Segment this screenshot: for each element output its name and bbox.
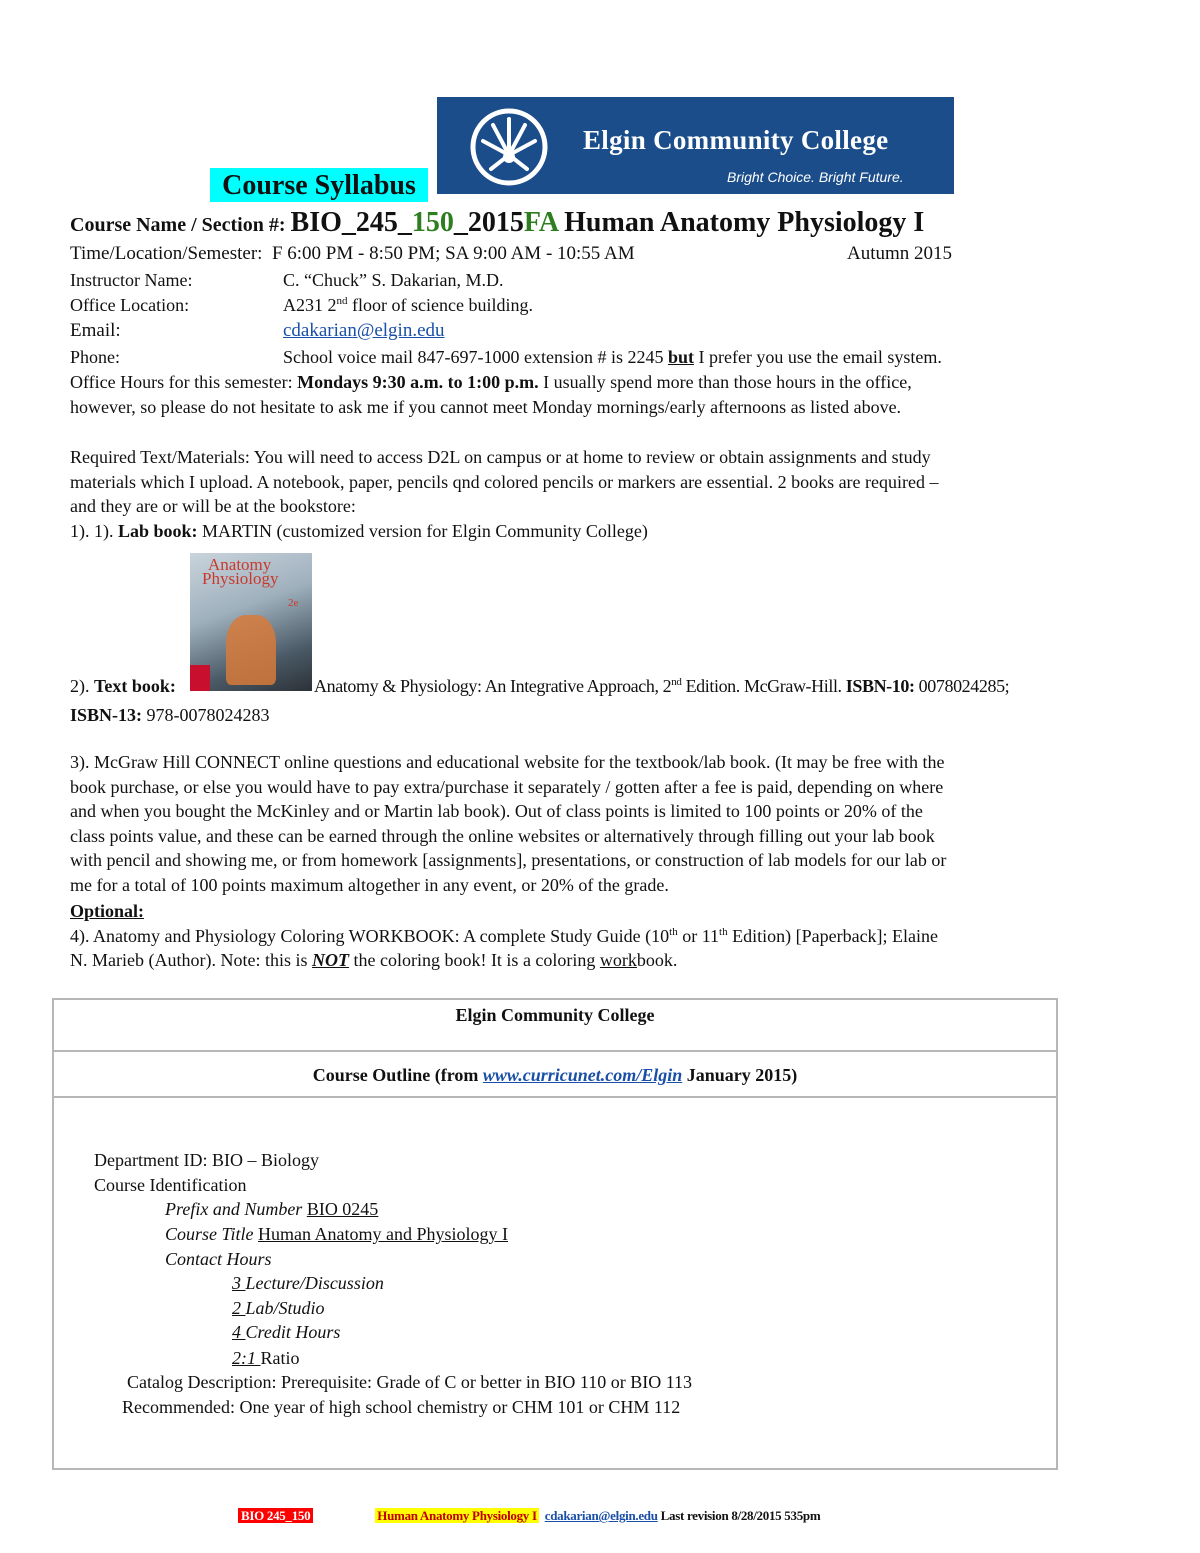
time-value: F 6:00 PM - 8:50 PM; SA 9:00 AM - 10:55 AM — [271, 243, 635, 264]
footer-course-title: Human Anatomy Physiology I — [377, 1508, 537, 1523]
logo-college-name: Elgin Community College — [583, 125, 889, 155]
phone-value: School voice mail 847-697-1000 extension # is 2245 but I prefer you use the email system. — [283, 347, 942, 367]
syllabus-label: Course Syllabus — [210, 168, 428, 202]
starburst-logo-icon — [467, 105, 567, 187]
lab-book-line: 1). 1). Lab book: MARTIN (customized version for Elgin Community College) — [70, 520, 648, 541]
outline-prefix-number: Prefix and Number BIO 0245 — [165, 1199, 379, 1219]
footer-course-code: BIO 245_150 — [238, 1508, 313, 1523]
course-outline-box — [52, 998, 1058, 1470]
instructor-value: C. “Chuck” S. Dakarian, M.D. — [283, 270, 504, 290]
required-materials: Required Text/Materials: You will need to access D2L on campus or at home to review or obtain assignments and study materials which I upload. A notebook, paper, pencils qnd colored pencils or markers are essential. 2 books are required – and they are or will be at the bookstore: 1). 1). Lab book: MARTIN (customized version for Elgin Community College) — [70, 447, 939, 541]
outline-lecture-hours: 3 Lecture/Discussion — [232, 1273, 384, 1293]
textbook-cover-image: Anatomy Physiology 2e — [190, 553, 312, 691]
outline-contact-hours: Contact Hours — [165, 1249, 272, 1269]
email-link[interactable]: cdakarian@elgin.edu — [283, 320, 445, 341]
course-name-line — [70, 208, 924, 240]
outline-heading: Course Outline (from www.curricunet.com/Elgin January 2015) — [54, 1052, 1056, 1098]
office-row: Office Location: A231 2nd floor of science building. — [70, 293, 189, 318]
connect-paragraph: 3). McGraw Hill CONNECT online questions and educational website for the textbook/lab book. (It may be free with the book purchase, or else you would have to pay extra/purchase it separately / gotten after a fee is paid, depending on where and when you bought the McKinley and or Martin lab book). Out of class points is limited to 100 points or 20% of the class points value, and these can be earned through the online websites or alternatively through filling out your lab book with pencil and showing me, or from homework [assignments], presentations, or construction of lab models for our lab or me for a total of 100 points maximum altogether in any event, or 20% of the grade. — [70, 752, 947, 895]
office-hours: Office Hours for this semester: Mondays 9:30 a.m. to 1:00 p.m. I usually spend more than those hours in the office, however, so please do not hesitate to ask me if you cannot meet Monday mornings/early afternoons as listed above. — [70, 372, 912, 417]
logo-tagline: Bright Choice. Bright Future. — [727, 169, 904, 185]
curricunet-link[interactable]: www.curricunet.com/Elgin — [482, 1065, 683, 1085]
instructor-row: Instructor Name: C. “Chuck” S. Dakarian, M.D. — [70, 268, 192, 293]
outline-catalog-description: Catalog Description: Prerequisite: Grade of C or better in BIO 110 or BIO 113 — [127, 1372, 693, 1392]
isbn13-line: ISBN-13: 978-0078024283 — [70, 705, 270, 725]
optional-section: Optional: 4). Anatomy and Physiology Coloring WORKBOOK: A complete Study Guide (10th or 11th Edition) [Paperback]; Elaine N. Marieb (Author). Note: this is NOT the coloring book! It is a coloring workbook. — [70, 901, 939, 970]
course-name-label: Course Name / Section #: — [70, 214, 286, 236]
outline-course-title: Course Title Human Anatomy and Physiology I — [165, 1224, 509, 1244]
text-book-line: 2). Text book: — [70, 676, 176, 696]
optional-heading: Optional: — [70, 901, 145, 921]
outline-lab-hours: 2 Lab/Studio — [232, 1298, 325, 1318]
outline-college-name: Elgin Community College — [54, 1000, 1056, 1052]
course-title: Human Anatomy Physiology I — [564, 207, 925, 238]
outline-department: Department ID: BIO – Biology — [94, 1150, 319, 1170]
office-value: A231 2nd floor of science building. — [283, 295, 533, 315]
email-row: Email: cdakarian@elgin.edu — [70, 319, 121, 344]
phone-row: Phone: School voice mail 847-697-1000 extension # is 2245 but I prefer you use the email system. — [70, 345, 120, 370]
footer-email-link[interactable]: cdakarian@elgin.edu — [544, 1508, 658, 1523]
outline-credit-hours: 4 Credit Hours — [232, 1322, 341, 1342]
page-footer — [238, 1508, 820, 1524]
outline-recommended: Recommended: One year of high school chemistry or CHM 101 or CHM 112 — [122, 1397, 681, 1417]
footer-revision: Last revision 8/28/2015 535pm — [660, 1508, 821, 1523]
outline-course-identification: Course Identification — [94, 1175, 247, 1195]
semester-value: Autumn 2015 — [847, 243, 953, 264]
text-book-details: Anatomy & Physiology: An Integrative Approach, 2nd Edition. McGraw-Hill. ISBN-10: 0078024285; — [314, 676, 1010, 696]
course-code: BIO_245_150_2015FA — [290, 207, 560, 238]
time-location-row: Time/Location/Semester: F 6:00 PM - 8:50 PM; SA 9:00 AM - 10:55 AM — [70, 243, 635, 264]
outline-ratio: 2:1 Ratio — [232, 1348, 300, 1368]
college-logo — [437, 97, 954, 194]
